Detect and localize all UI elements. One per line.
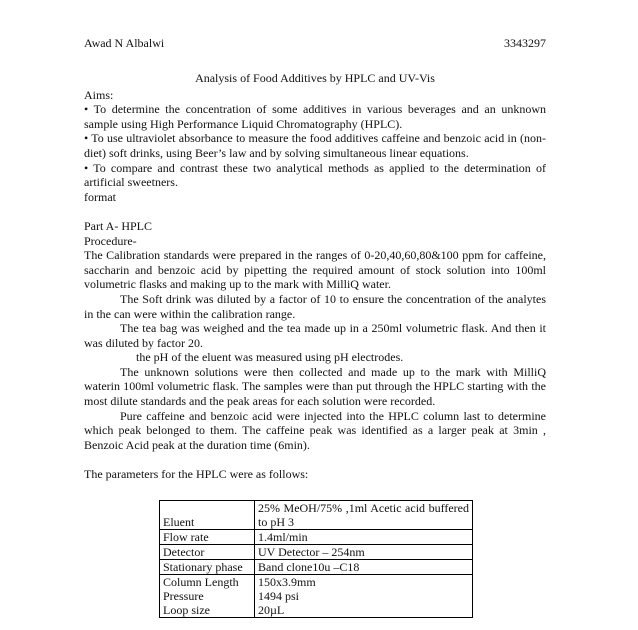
aims-heading: Aims: <box>84 87 114 102</box>
procedure-paragraph-2: The Soft drink was diluted by a factor of 10 to ensure the concentration of the analytes in the can were within the calibration range. <box>84 291 546 321</box>
param-label: Pressure <box>163 588 204 603</box>
param-value: 1494 psi <box>258 588 300 603</box>
procedure-paragraph-3: The tea bag was weighed and the tea made up in a 250ml volumetric flask. And then it was diluted by factor 20. <box>84 321 546 350</box>
param-value: 1.4ml/min <box>255 529 473 544</box>
param-label: Eluent <box>160 500 255 529</box>
student-id: 3343297 <box>504 36 546 50</box>
aim-item-3: • To compare and contrast these two analytical methods as applied to the determination of artificial sweetners. <box>84 160 546 190</box>
param-label: Stationary phase <box>160 559 255 574</box>
table-row <box>160 500 473 529</box>
part-a-heading: Part A- HPLC <box>84 218 153 233</box>
page-header <box>84 36 546 51</box>
param-label: Loop size <box>163 602 210 617</box>
procedure-paragraph-6: Pure caffeine and benzoic acid were injected into the HPLC column last to determine which peak belonged to them. The caffeine peak was identified as a larger peak at 3min , Benzoic Acid peak at the duration time (6min). <box>84 408 546 452</box>
document-page <box>84 36 546 618</box>
author-name: Awad N Albalwi <box>84 36 165 50</box>
procedure-paragraph-1: The Calibration standards were prepared in the ranges of 0-20,40,60,80&100 ppm for caffeine, saccharin and benzoic acid by pipetting the required amount of stock solution into 100ml volumetric flasks and making up to the mark with MilliQ water. <box>84 248 546 292</box>
param-value: 20µL <box>258 602 285 617</box>
param-label: Flow rate <box>160 529 255 544</box>
params-intro: The parameters for the HPLC were as follows: <box>84 467 309 482</box>
param-value: Band clone10u –C18 <box>255 559 473 574</box>
aim-item-2: • To use ultraviolet absorbance to measure the food additives caffeine and benzoic acid in (non-diet) soft drinks, using Beer’s law and by solving simultaneous linear equations. <box>84 131 546 160</box>
procedure-paragraph-4: the pH of the eluent was measured using pH electrodes. <box>136 350 404 365</box>
table-row <box>160 544 473 559</box>
aim-item-1: • To determine the concentration of some additives in various beverages and an unknown sample using High Performance Liquid Chromatography (HPLC). <box>84 102 546 131</box>
param-label: Column Length <box>163 574 239 589</box>
procedure-label: Procedure- <box>84 233 137 248</box>
format-label: format <box>84 189 116 204</box>
param-label: Detector <box>160 544 255 559</box>
param-value: 150x3.9mm <box>258 574 316 589</box>
param-value: 25% MeOH/75% ,1ml Acetic acid buffered to pH 3 <box>255 500 473 529</box>
table-row <box>160 529 473 544</box>
hplc-parameters-table <box>159 500 473 618</box>
table-row <box>160 574 473 617</box>
table-row <box>160 559 473 574</box>
document-title: Analysis of Food Additives by HPLC and UV-Vis <box>195 71 435 85</box>
procedure-paragraph-5: The unknown solutions were then collected and made up to the mark with MilliQ waterin 100ml volumetric flask. The samples were than put through the HPLC starting with the most dilute standards and the peak areas for each solution were recorded. <box>84 364 546 409</box>
param-value: UV Detector – 254nm <box>255 544 473 559</box>
